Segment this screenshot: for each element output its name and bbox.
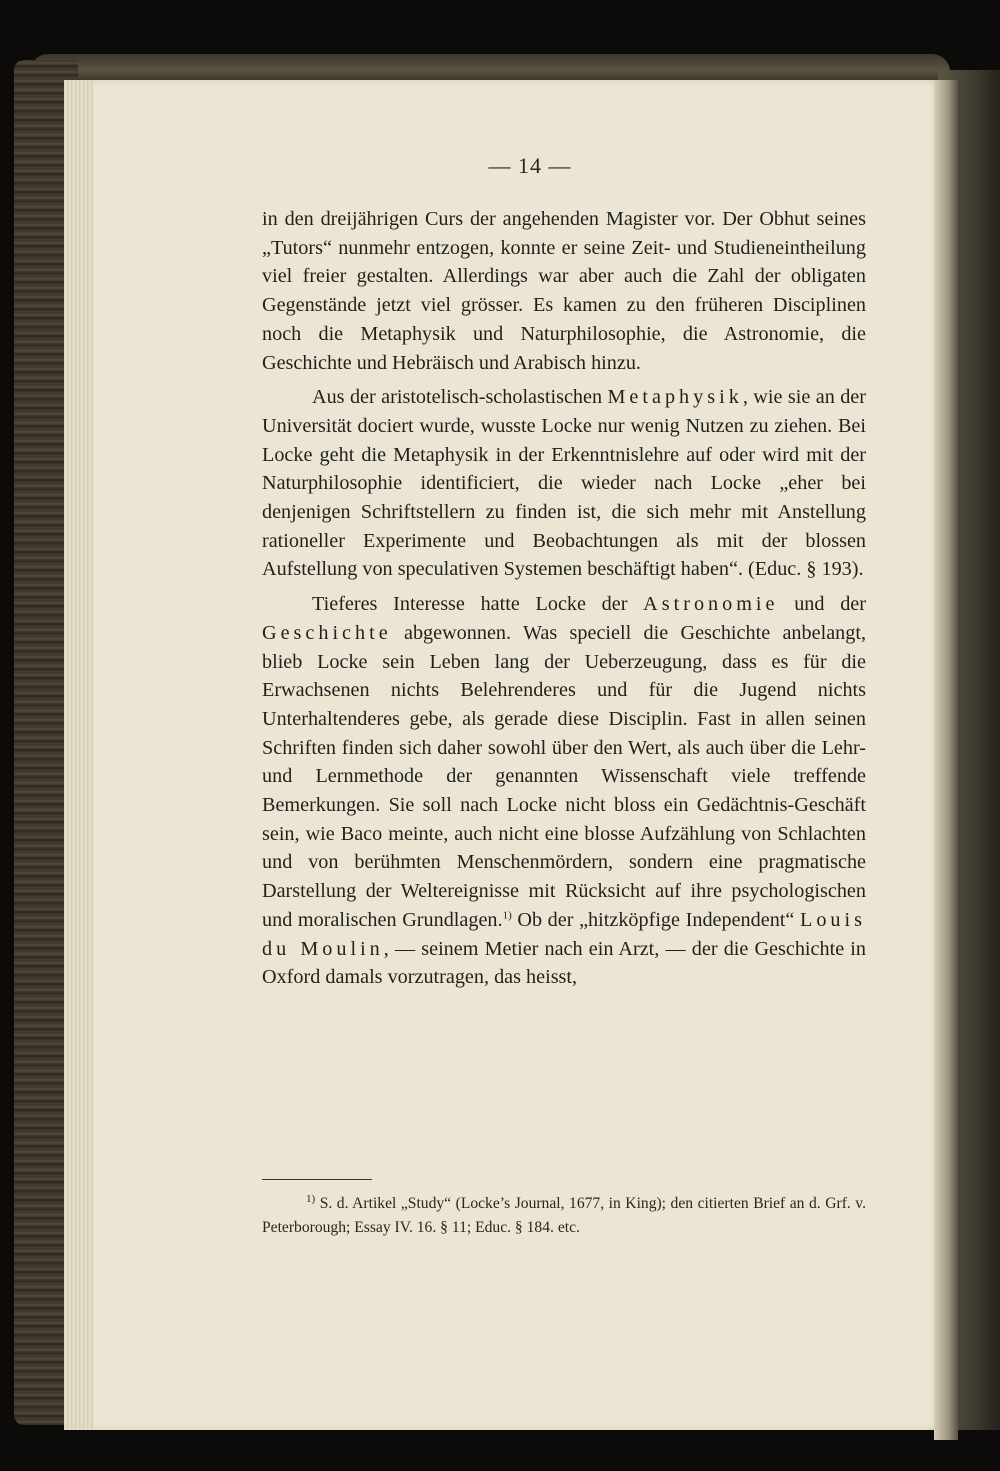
spaced-term-astronomie: Astronomie (643, 593, 779, 616)
spaced-term-geschichte: Geschichte (262, 621, 392, 644)
footnote (262, 1192, 866, 1240)
paragraph-2 (262, 383, 866, 584)
spaced-term-name: Louis du Moulin (262, 908, 866, 960)
body-text (262, 205, 866, 992)
text-run: , — seinem Metier nach ein Arzt, — der die Geschichte in Oxford damals vorzutragen, das heisst, (262, 937, 866, 989)
footnote-marker[interactable]: 1) (502, 909, 512, 922)
page-gutter (64, 80, 94, 1430)
paragraph-3 (262, 590, 866, 992)
page-stack-right (934, 80, 958, 1440)
text-run: Tieferes Interesse hatte Locke der (312, 593, 644, 616)
text-run: abgewonnen. Was speciell die Geschichte anbelangt, blieb Locke sein Leben lang der Ueberzeugung, dass es für die Erwachsenen nichts Belehrenderes und für die Jugend nichts Unterhaltenderes gebe, als gerade diese Disciplin. Fast in allen seinen Schriften finden sich daher sowohl über den Wert, als auch über die Lehr- und Lernmethode der genannten Wissenschaft viele treffende Bemerkungen. Sie soll nach Locke nicht bloss ein Gedächtnis-Geschäft sein, wie Baco meinte, auch nicht eine blosse Aufzählung von Schlachten und von berühmten Menschenmördern, sondern eine pragmatische Darstellung der Weltereignisse mit Rücksicht auf ihre psychologischen und moralischen Grundlagen. (262, 621, 866, 931)
text-run: Aus der aristotelisch-scholastischen (312, 386, 608, 409)
footnote-divider (262, 1179, 372, 1180)
footnote-number: 1) (306, 1192, 316, 1205)
text-run: Ob der „hitzköpfige Independent“ (511, 908, 800, 931)
spaced-term-metaphysik: Metaphysik (607, 386, 743, 409)
text-run: in den dreijährigen Curs der angehenden Magister vor. Der Obhut seines „Tutors“ nunmehr entzogen, konnte er seine Zeit- und Studieneintheilung viel freier gestalten. Allerdings war aber auch die Zahl der obligaten Gegenstände jetzt viel grösser. Es kamen zu den früheren Disciplinen noch die Metaphysik und Naturphilosophie, die Astronomie, die Geschichte und Hebräisch und Arabisch hinzu. (262, 208, 866, 374)
paragraph-1 (262, 205, 866, 377)
text-run: und der (778, 593, 866, 616)
page-number: — 14 — (488, 153, 572, 178)
footnote-text: S. d. Artikel „Study“ (Locke’s Journal, 1677, in King); den citierten Brief an d. Grf. v. Peterborough; Essay IV. 16. § 11; Educ. § 184. etc. (262, 1195, 866, 1236)
text-run: , wie sie an der Universität dociert wurde, wusste Locke nur wenig Nutzen zu ziehen. Bei Locke geht die Metaphysik in der Erkenntnislehre auf oder wird mit der Naturphilosophie identificiert, die wieder nach Locke „eher bei denjenigen Schriftstellern zu finden ist, die sich mehr mit Anstellung rationeller Experimente und Beobachtungen als mit der blossen Aufstellung von speculativen Systemen beschäftigt haben“. (Educ. § 193). (262, 386, 866, 581)
